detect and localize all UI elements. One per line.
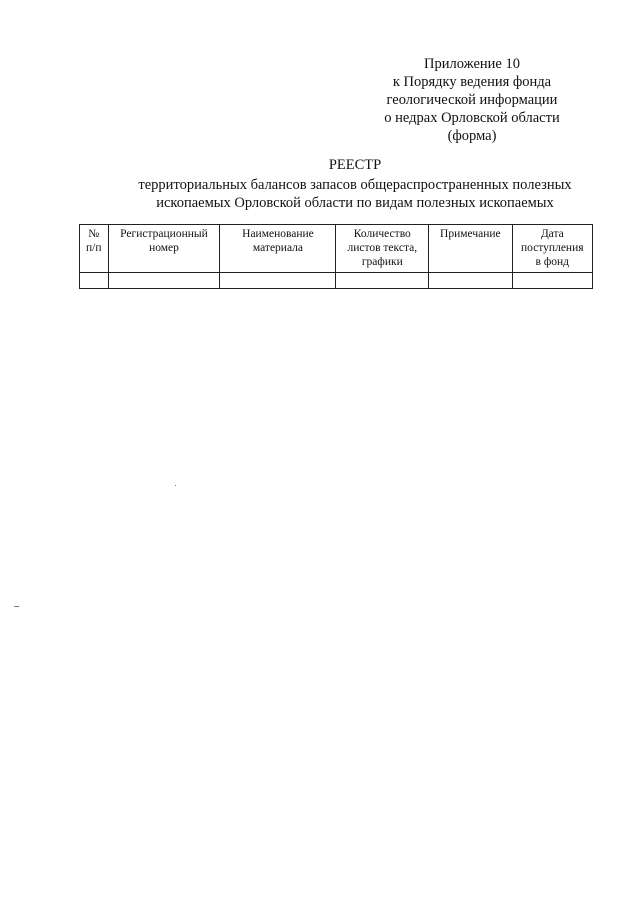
subtitle-line: ископаемых Орловской области по видам полезных ископаемых	[156, 195, 554, 211]
header-receipt-date: Дата поступления в фонд	[512, 225, 592, 273]
appendix-line: геологической информации	[386, 92, 558, 108]
document-title: РЕЕСТР	[328, 157, 382, 173]
header-registration-number: Регистрационный номер	[108, 225, 220, 273]
appendix-line: к Порядку ведения фонда	[392, 74, 552, 90]
appendix-line: (форма)	[447, 128, 497, 144]
table-cell[interactable]	[512, 273, 592, 289]
table-row	[80, 273, 593, 289]
table-cell[interactable]	[108, 273, 220, 289]
table-cell[interactable]	[80, 273, 109, 289]
header-sheet-count: Количество листов текста, графики	[336, 225, 429, 273]
document-subtitle	[110, 176, 600, 212]
header-note: Примечание	[429, 225, 512, 273]
registry-table	[79, 224, 593, 289]
header-number: № п/п	[80, 225, 109, 273]
scan-speck	[175, 485, 176, 486]
appendix-note	[362, 55, 582, 145]
appendix-line: о недрах Орловской области	[384, 110, 560, 126]
header-material-name: Наименование материала	[220, 225, 336, 273]
table-header-row	[80, 225, 593, 273]
scan-speck	[14, 606, 19, 607]
table-cell[interactable]	[336, 273, 429, 289]
table-cell[interactable]	[220, 273, 336, 289]
appendix-line: Приложение 10	[424, 56, 520, 72]
table-cell[interactable]	[429, 273, 512, 289]
subtitle-line: территориальных балансов запасов общераспространенных полезных	[138, 177, 572, 193]
